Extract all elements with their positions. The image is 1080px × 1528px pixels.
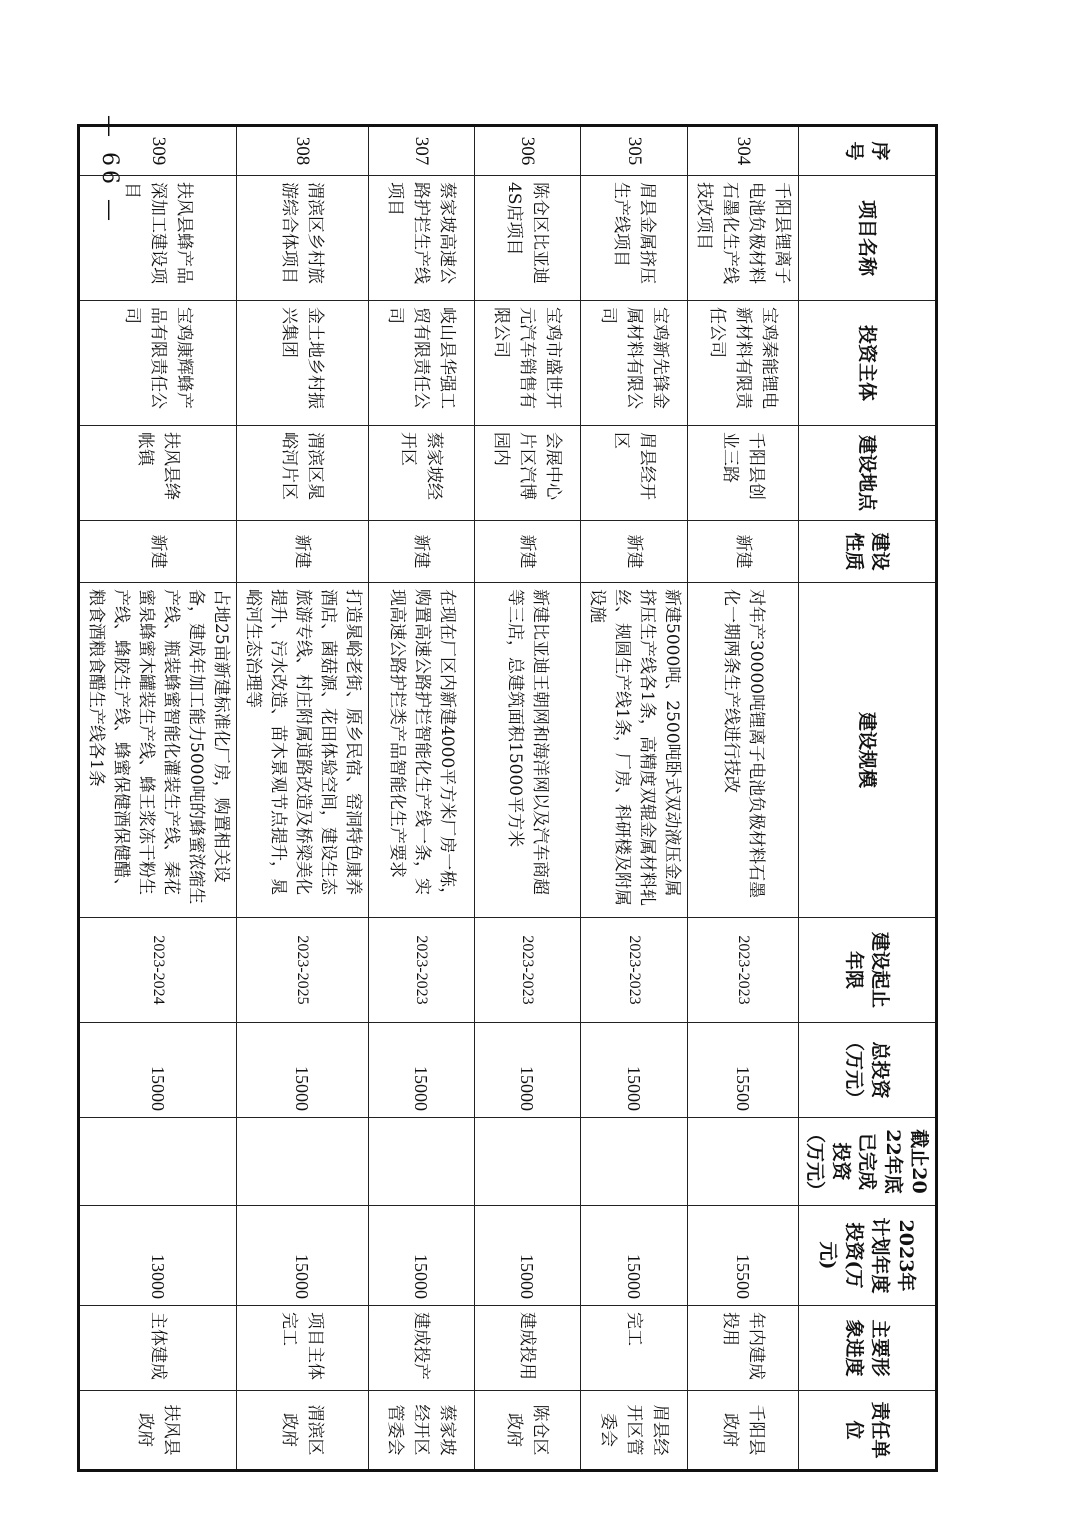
cell-nature: 新建 bbox=[475, 521, 581, 583]
cell-unit: 眉县经开区管委会 bbox=[581, 1391, 688, 1471]
table-row bbox=[237, 126, 369, 1471]
table-row bbox=[79, 126, 237, 1471]
cell-scale: 新建比亚迪王朝网和海洋网以及汽车商超等三店，总建筑面积15000平方米 bbox=[475, 583, 581, 918]
cell-investor: 岐山县华强工贸有限责任公司 bbox=[369, 301, 475, 426]
project-table bbox=[77, 124, 938, 1472]
header-total: 总投资（万元） bbox=[799, 1023, 937, 1118]
cell-nature: 新建 bbox=[79, 521, 237, 583]
cell-period: 2023-2023 bbox=[688, 918, 799, 1023]
cell-progress: 建成投产 bbox=[369, 1306, 475, 1391]
cell-nature: 新建 bbox=[369, 521, 475, 583]
cell-name: 渭滨区乡村旅游综合体项目 bbox=[237, 176, 369, 301]
cell-total: 15000 bbox=[475, 1023, 581, 1118]
header-period: 建设起止年限 bbox=[799, 918, 937, 1023]
cell-progress: 完工 bbox=[581, 1306, 688, 1391]
cell-completed bbox=[79, 1118, 237, 1206]
header-plan2023: 2023年计划年度投资(万元) bbox=[799, 1206, 937, 1306]
cell-location: 会展中心片区汽博园内 bbox=[475, 426, 581, 521]
cell-name: 蔡家坡高速公路护拦生产线项目 bbox=[369, 176, 475, 301]
cell-completed bbox=[688, 1118, 799, 1206]
cell-scale: 打造晁峪老街、原乡民宿、窑洞特色康养酒店、菌菇源、花田体验空间，建设生态旅游专线、村庄附属道路改造及桥梁美化提升、污水改造、苗木景观节点提升，晁峪河生态治理等 bbox=[237, 583, 369, 918]
cell-location: 眉县经开区 bbox=[581, 426, 688, 521]
cell-unit: 渭滨区政府 bbox=[237, 1391, 369, 1471]
cell-index: 304 bbox=[688, 126, 799, 176]
cell-plan2023: 13000 bbox=[79, 1206, 237, 1306]
cell-name: 眉县金属挤压生产线项目 bbox=[581, 176, 688, 301]
cell-plan2023: 15500 bbox=[688, 1206, 799, 1306]
cell-period: 2023-2023 bbox=[581, 918, 688, 1023]
cell-index: 305 bbox=[581, 126, 688, 176]
cell-total: 15000 bbox=[581, 1023, 688, 1118]
cell-completed bbox=[369, 1118, 475, 1206]
cell-period: 2023-2025 bbox=[237, 918, 369, 1023]
cell-nature: 新建 bbox=[581, 521, 688, 583]
cell-name: 扶风县蜂产品深加工建设项目 bbox=[79, 176, 237, 301]
cell-period: 2023-2023 bbox=[475, 918, 581, 1023]
cell-unit: 扶风县政府 bbox=[79, 1391, 237, 1471]
table-row bbox=[475, 126, 581, 1471]
cell-progress: 建成投用 bbox=[475, 1306, 581, 1391]
cell-location: 渭滨区晁峪河片区 bbox=[237, 426, 369, 521]
cell-scale: 在现在厂区内新建4000平方米厂房一栋，购置高速公路护拦智能化生产线一条，实现高速公路护拦类产品智能化生产要求 bbox=[369, 583, 475, 918]
cell-unit: 千阳县政府 bbox=[688, 1391, 799, 1471]
table-row bbox=[369, 126, 475, 1471]
cell-scale: 对年产30000吨锂离子电池负极材料石墨化一期两条生产线进行技改 bbox=[688, 583, 799, 918]
page-number: — 66 — bbox=[97, 115, 122, 225]
cell-investor: 宝鸡秦能锂电新材料有限责任公司 bbox=[688, 301, 799, 426]
cell-completed bbox=[581, 1118, 688, 1206]
cell-investor: 宝鸡康辉蜂产品有限责任公司 bbox=[79, 301, 237, 426]
cell-progress: 项目主体完工 bbox=[237, 1306, 369, 1391]
cell-index: 306 bbox=[475, 126, 581, 176]
cell-total: 15000 bbox=[369, 1023, 475, 1118]
header-nature: 建设性质 bbox=[799, 521, 937, 583]
cell-nature: 新建 bbox=[688, 521, 799, 583]
cell-index: 308 bbox=[237, 126, 369, 176]
header-scale: 建设规模 bbox=[799, 583, 937, 918]
header-index: 序号 bbox=[799, 126, 937, 176]
cell-nature: 新建 bbox=[237, 521, 369, 583]
cell-investor: 金土地乡村振兴集团 bbox=[237, 301, 369, 426]
cell-unit: 蔡家坡经开区管委会 bbox=[369, 1391, 475, 1471]
cell-investor: 宝鸡市盛世开元汽车销售有限公司 bbox=[475, 301, 581, 426]
cell-name: 千阳县锂离子电池负极材料石墨化生产线技改项目 bbox=[688, 176, 799, 301]
table-row bbox=[688, 126, 799, 1471]
cell-unit: 陈仓区政府 bbox=[475, 1391, 581, 1471]
header-location: 建设地点 bbox=[799, 426, 937, 521]
cell-location: 扶风县绛帐镇 bbox=[79, 426, 237, 521]
header-row bbox=[799, 126, 937, 1471]
cell-scale: 新建5000吨、2500吨卧式双动液压金属挤压生产线各1条，高精度双辊金属材料轧丝、规圆生产线1条，厂房、科研楼及附属设施 bbox=[581, 583, 688, 918]
cell-location: 千阳县创业三路 bbox=[688, 426, 799, 521]
cell-plan2023: 15000 bbox=[237, 1206, 369, 1306]
cell-total: 15000 bbox=[79, 1023, 237, 1118]
cell-location: 蔡家坡经开区 bbox=[369, 426, 475, 521]
cell-progress: 年内建成投用 bbox=[688, 1306, 799, 1391]
cell-investor: 宝鸡新先锋金属材料有限公司 bbox=[581, 301, 688, 426]
cell-index: 309 bbox=[79, 126, 237, 176]
cell-scale: 占地25亩新建标准化厂房，购置相关设备，建成年加工能力5000吨的蜂蜜浓缩生产线、瓶装蜂蜜智能化灌装生产线、秦花蜜泉蜂蜜木罐装生产线、蜂王浆冻干粉生产线、蜂胶生产线、蜂蜜保健酒保健醋、粮食酒粮食醋生产线各1条 bbox=[79, 583, 237, 918]
header-completed: 截止2022年底已完成投资（万元） bbox=[799, 1118, 937, 1206]
cell-index: 307 bbox=[369, 126, 475, 176]
cell-plan2023: 15000 bbox=[369, 1206, 475, 1306]
header-progress: 主要形象进度 bbox=[799, 1306, 937, 1391]
cell-completed bbox=[237, 1118, 369, 1206]
cell-period: 2023-2023 bbox=[369, 918, 475, 1023]
cell-plan2023: 15000 bbox=[581, 1206, 688, 1306]
cell-period: 2023-2024 bbox=[79, 918, 237, 1023]
table-row bbox=[581, 126, 688, 1471]
cell-name: 陈仓区比亚迪4S店项目 bbox=[475, 176, 581, 301]
header-name: 项目名称 bbox=[799, 176, 937, 301]
header-unit: 责任单位 bbox=[799, 1391, 937, 1471]
cell-total: 15500 bbox=[688, 1023, 799, 1118]
cell-progress: 主体建成 bbox=[79, 1306, 237, 1391]
cell-total: 15000 bbox=[237, 1023, 369, 1118]
header-investor: 投资主体 bbox=[799, 301, 937, 426]
cell-completed bbox=[475, 1118, 581, 1206]
cell-plan2023: 15000 bbox=[475, 1206, 581, 1306]
